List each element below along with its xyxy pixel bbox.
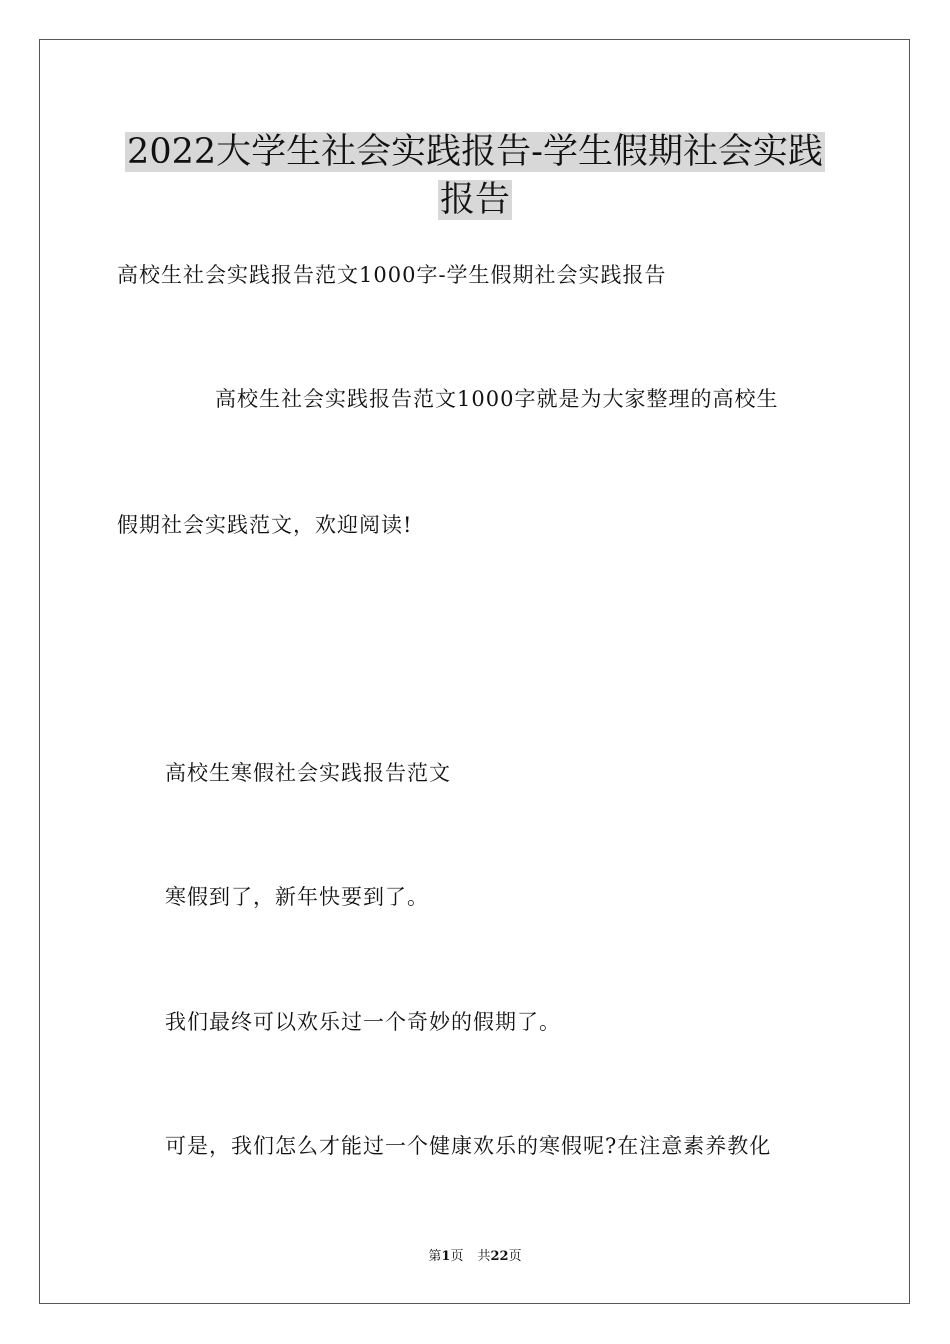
document-title: [60, 128, 890, 224]
intro-line-2: 假期社会实践范文，欢迎阅读!: [117, 513, 413, 537]
section-heading: 高校生寒假社会实践报告范文: [165, 761, 451, 785]
page-suffix: 页: [450, 1249, 464, 1264]
page-footer: [0, 1248, 950, 1266]
intro-line-1: 高校生社会实践报告范文1000字就是为大家整理的高校生: [215, 387, 779, 411]
total-prefix: 共: [477, 1249, 491, 1264]
paragraph-2: 我们最终可以欢乐过一个奇妙的假期了。: [165, 1010, 561, 1034]
subtitle: 高校生社会实践报告范文1000字-学生假期社会实践报告: [117, 263, 667, 287]
title-line-1: 2022大学生社会实践报告-学生假期社会实践: [127, 132, 823, 172]
title-line-2: 报告: [439, 180, 510, 220]
page-prefix: 第: [428, 1249, 442, 1264]
page-current: 1: [441, 1249, 451, 1264]
page-border: [39, 39, 910, 1304]
page-total: 22: [490, 1249, 509, 1264]
paragraph-1: 寒假到了，新年快要到了。: [165, 885, 429, 909]
paragraph-3: 可是，我们怎么才能过一个健康欢乐的寒假呢?在注意素养教化: [165, 1134, 772, 1158]
total-suffix: 页: [508, 1249, 522, 1264]
